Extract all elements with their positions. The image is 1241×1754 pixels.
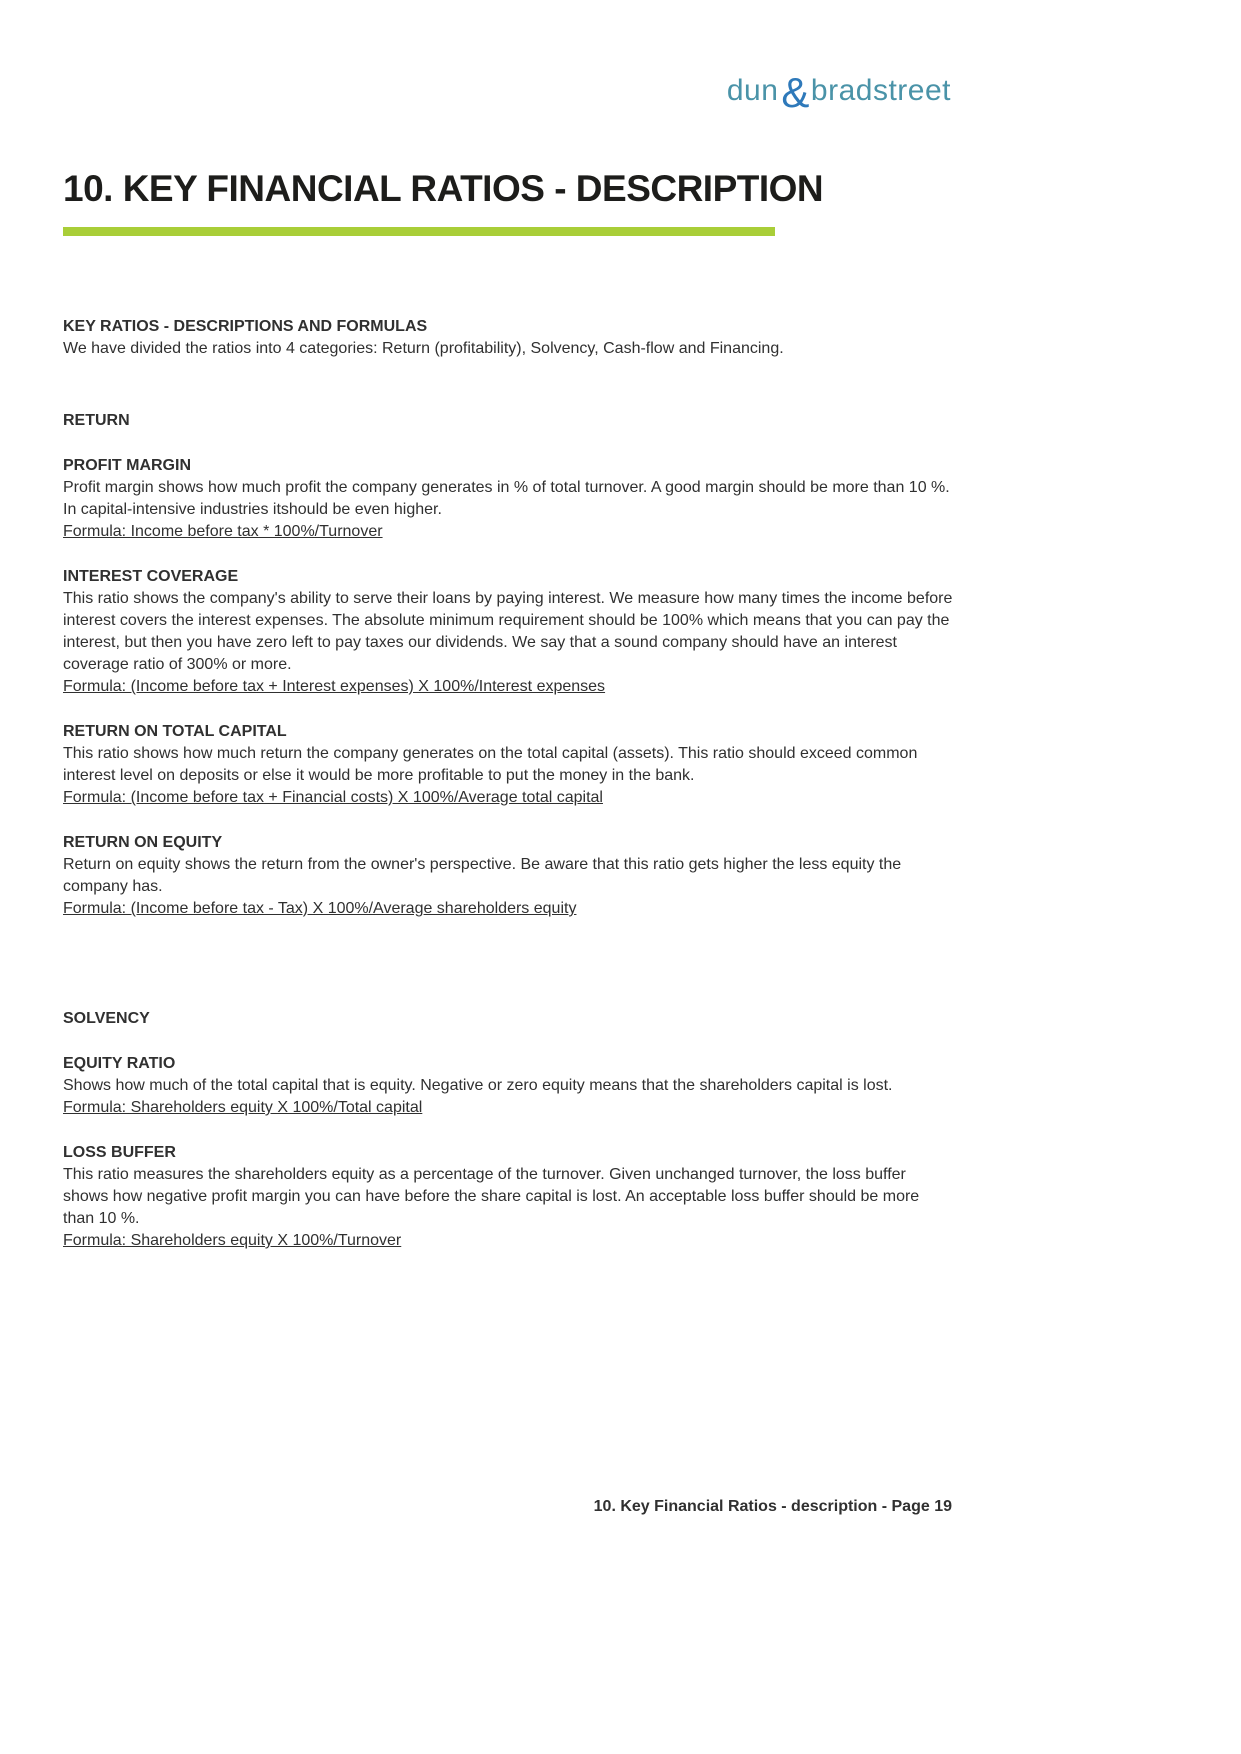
ratio-profit-margin <box>63 455 953 543</box>
ratio-heading: INTEREST COVERAGE <box>63 568 239 585</box>
page-title: 10. KEY FINANCIAL RATIOS - DESCRIPTION <box>63 168 824 209</box>
category-heading-solvency: SOLVENCY <box>63 1010 150 1027</box>
ratio-equity-ratio <box>63 1053 953 1119</box>
ratio-formula: Formula: (Income before tax - Tax) X 100%/Average shareholders equity <box>63 900 577 917</box>
ratio-return-on-total-capital <box>63 721 953 809</box>
ratio-description: This ratio shows how much return the company generates on the total capital (assets). This ratio should exceed common interest level on deposits or else it would be more profitable to put the money in the bank. <box>63 745 918 784</box>
ratio-interest-coverage <box>63 566 953 698</box>
ratio-description: Return on equity shows the return from the owner's perspective. Be aware that this ratio gets higher the less equity the company has. <box>63 856 902 895</box>
ratio-description: This ratio measures the shareholders equity as a percentage of the turnover. Given unchanged turnover, the loss buffer shows how negative profit margin you can have before the share capital is lost. An acceptable loss buffer should be more than 10 %. <box>63 1166 920 1227</box>
intro-body: We have divided the ratios into 4 categories: Return (profitability), Solvency, Cash-flow and Financing. <box>63 340 784 357</box>
ratio-return-on-equity <box>63 832 953 920</box>
category-heading-return: RETURN <box>63 412 130 429</box>
ratio-heading: PROFIT MARGIN <box>63 457 191 474</box>
logo-text-dun: dun <box>726 74 779 107</box>
ratio-loss-buffer <box>63 1142 953 1252</box>
ratio-heading: RETURN ON TOTAL CAPITAL <box>63 723 287 740</box>
logo-text-bradstreet: bradstreet <box>810 74 951 107</box>
ratio-formula: Formula: Shareholders equity X 100%/Turnover <box>63 1232 402 1249</box>
page-footer: 10. Key Financial Ratios - description - Page 19 <box>593 1498 952 1515</box>
ratio-formula: Formula: Shareholders equity X 100%/Total capital <box>63 1099 423 1116</box>
ratio-description: Shows how much of the total capital that is equity. Negative or zero equity means that the shareholders capital is lost. <box>63 1077 893 1094</box>
ratio-heading: EQUITY RATIO <box>63 1055 176 1072</box>
intro-heading: KEY RATIOS - DESCRIPTIONS AND FORMULAS <box>63 318 428 335</box>
document-content <box>63 0 953 1252</box>
intro-section <box>63 316 953 360</box>
ratio-formula: Formula: Income before tax * 100%/Turnover <box>63 523 383 540</box>
ratio-formula: Formula: (Income before tax + Financial costs) X 100%/Average total capital <box>63 789 603 806</box>
ratio-heading: RETURN ON EQUITY <box>63 834 223 851</box>
ratio-heading: LOSS BUFFER <box>63 1144 176 1161</box>
ratio-description: Profit margin shows how much profit the company generates in % of total turnover. A good margin should be more than 10 %. In capital-intensive industries itshould be even higher. <box>63 479 950 518</box>
ratio-description: This ratio shows the company's ability to serve their loans by paying interest. We measure how many times the income before interest covers the interest expenses. The absolute minimum requirement should be 100% which means that you can pay the interest, but then you have zero left to pay taxes our dividends. We say that a sound company should have an interest coverage ratio of 300% or more. <box>63 590 953 673</box>
title-accent-bar <box>63 227 775 236</box>
ratio-formula: Formula: (Income before tax + Interest expenses) X 100%/Interest expenses <box>63 678 606 695</box>
logo-ampersand-icon: & <box>781 69 810 116</box>
